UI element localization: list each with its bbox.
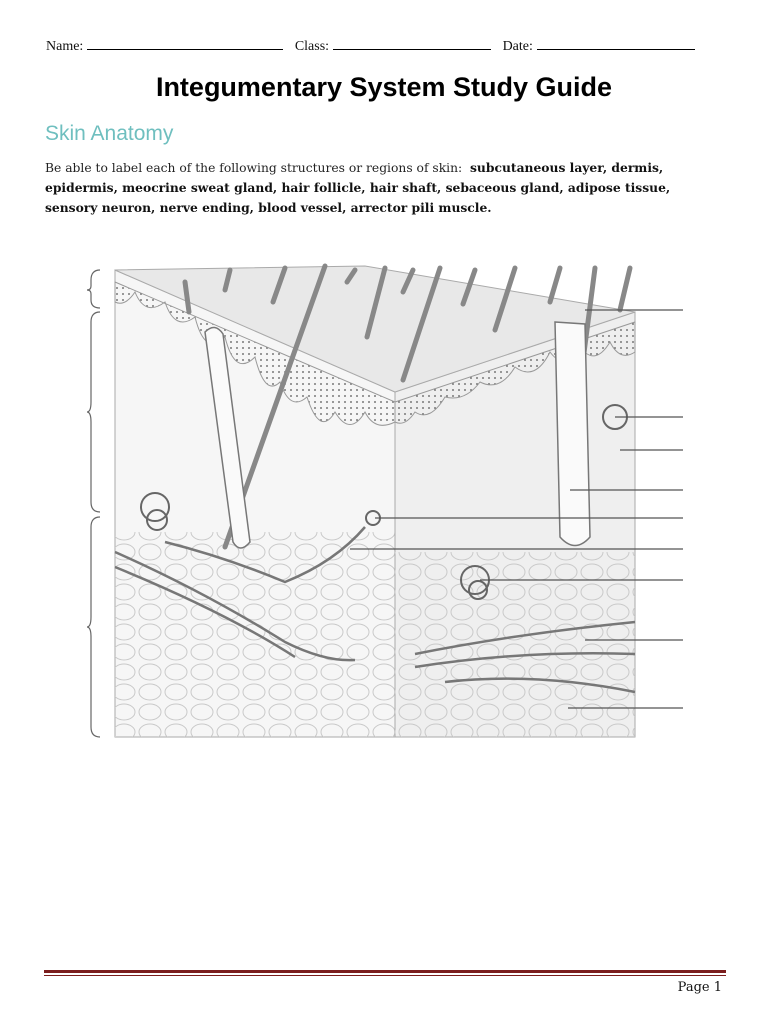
class-label: Class: [294, 39, 330, 54]
footer-rule [44, 970, 726, 973]
date-label: Date: [502, 39, 533, 54]
instructions-intro: Be able to label each of the following structures or regions of skin: [45, 161, 463, 175]
page-title: Integumentary System Study Guide [155, 72, 613, 102]
date-blank[interactable] [537, 37, 695, 50]
region-brackets [87, 270, 100, 737]
instructions-paragraph [45, 158, 725, 218]
skin-cross-section-diagram [85, 262, 695, 762]
name-blank[interactable] [87, 37, 283, 50]
section-heading: Skin Anatomy [45, 122, 174, 145]
dermis-bracket [87, 312, 100, 512]
class-blank[interactable] [333, 37, 491, 50]
page-number: Page 1 [677, 980, 722, 995]
footer-rule-thin [44, 975, 726, 976]
instructions-terms: subcutaneous layer, dermis, epidermis, meocrine sweat gland, hair follicle, hair shaft, sebaceous gland, adipose tissue, sensory neuron, nerve ending, blood vessel, arrector pili muscle. [45, 160, 671, 215]
subcutaneous-bracket [87, 517, 100, 737]
epidermis-bracket [87, 270, 100, 308]
name-label: Name: [46, 39, 84, 54]
student-info-line [46, 37, 726, 55]
